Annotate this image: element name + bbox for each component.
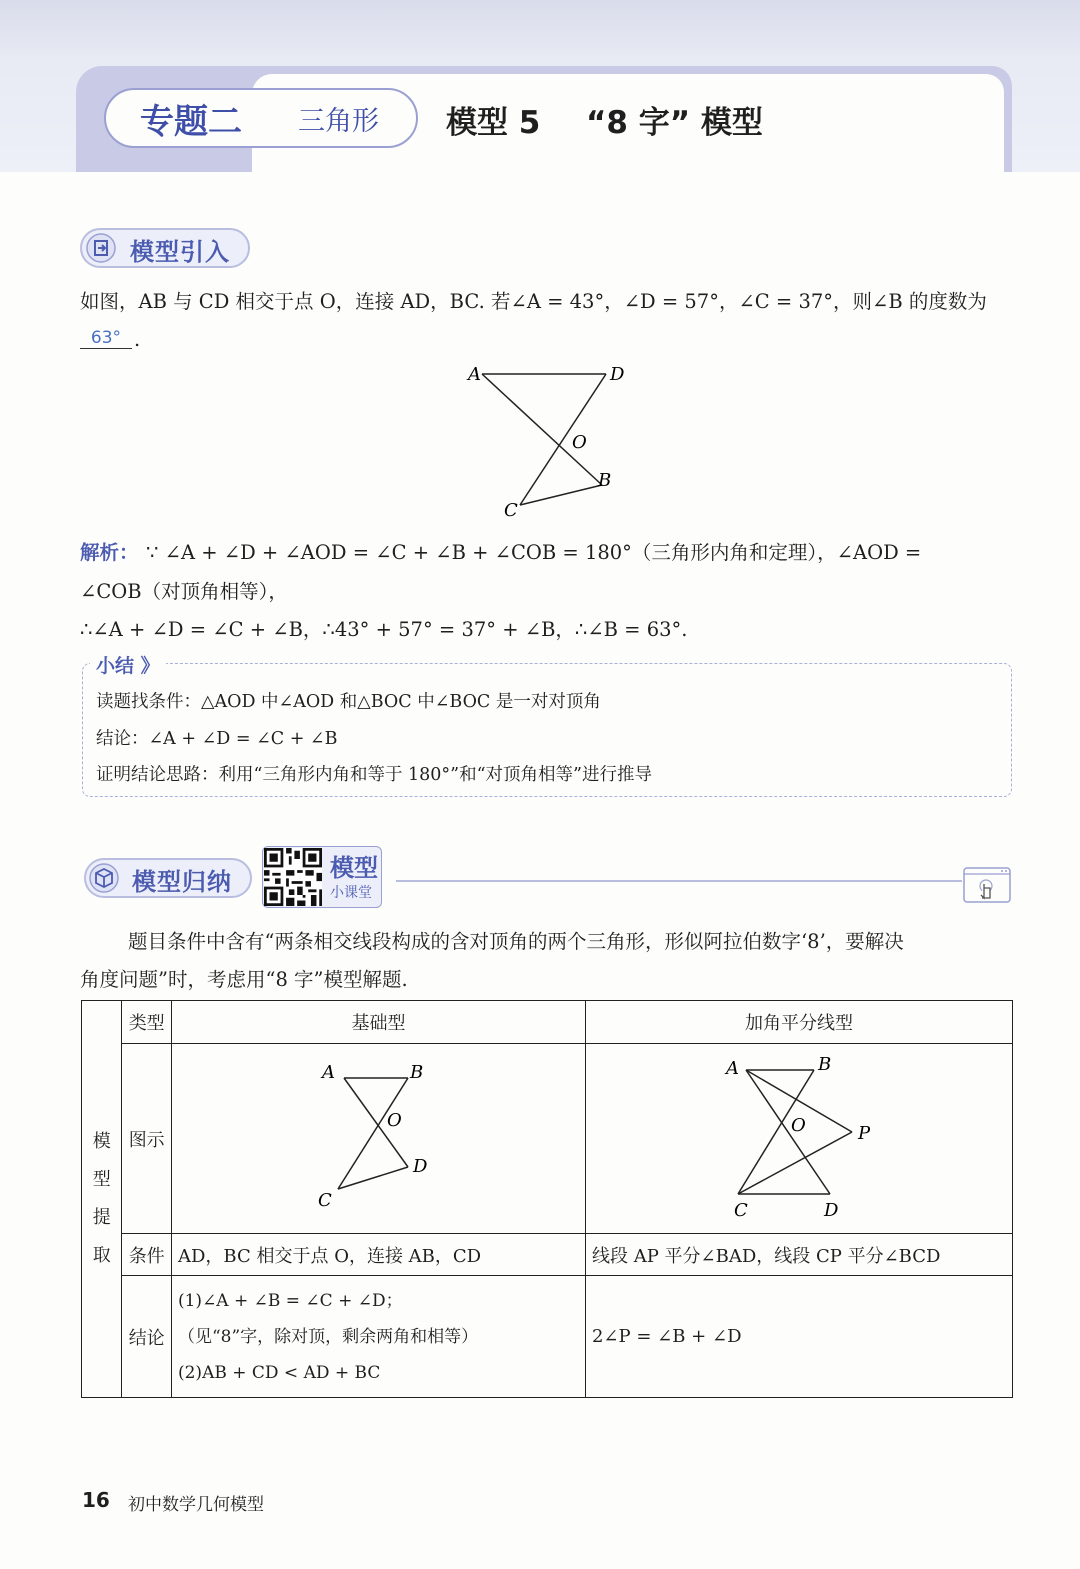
label-B: B (598, 470, 612, 491)
label-D: D (412, 1156, 428, 1177)
section-rule (396, 880, 962, 882)
label-C: C (504, 500, 518, 521)
label-A: A (321, 1062, 335, 1083)
induction-badge-label: 模型归纳 (132, 868, 232, 896)
summary-line: 结论：∠A + ∠D = ∠C + ∠B (96, 729, 338, 749)
label-D: D (823, 1200, 839, 1221)
cube-icon (89, 863, 119, 893)
label-C: C (733, 1200, 748, 1221)
solution-line2: ∠COB（对顶角相等）， (80, 580, 288, 603)
col-basic: 基础型 (171, 1001, 585, 1044)
side-char: 提 (92, 1207, 111, 1228)
subtopic-label: 三角形 (298, 106, 379, 137)
model-title: “8 字” 模型 (586, 105, 763, 141)
question-text: 如图，AB 与 CD 相交于点 O，连接 AD，BC. 若∠A = 43°，∠D = 57°，∠C = 37°，则∠B 的度数为 (80, 290, 987, 313)
row-condition-label: 条件 (122, 1234, 172, 1276)
side-char: 取 (92, 1245, 111, 1266)
model-table (81, 1000, 1013, 1398)
summary-label: 小结 》 (90, 651, 166, 678)
answer-blank: 63° (80, 328, 132, 349)
page-number: 16 (82, 1488, 110, 1512)
topic-label: 专题二 (140, 102, 242, 142)
answer-period: . (134, 328, 141, 351)
label-B: B (409, 1062, 424, 1083)
side-char: 模 (92, 1131, 111, 1152)
induction-line1: 题目条件中含有“两条相交线段构成的含对顶角的两个三角形，形似阿拉伯数字‘8’，要解决 (128, 930, 904, 953)
touch-screen-icon (962, 864, 1012, 910)
label-D: D (610, 364, 625, 385)
conclusion-line: (1)∠A + ∠B = ∠C + ∠D； (177, 1290, 403, 1311)
intro-badge-label: 模型引入 (130, 238, 230, 266)
qr-subtitle: 小课堂 (330, 885, 372, 901)
qr-title: 模型 (330, 854, 378, 882)
solution-line3: ∴∠A + ∠D = ∠C + ∠B，∴43° + 57° = 37° + ∠B，∴∠B = 63°. (80, 618, 688, 641)
label-O: O (790, 1115, 806, 1136)
conclusion-line: (2)AB + CD < AD + BC (177, 1362, 381, 1383)
row-conclusion-label: 结论 (122, 1276, 172, 1398)
bisector-figure (586, 1044, 1012, 1228)
label-C: C (317, 1190, 332, 1211)
label-B: B (817, 1054, 832, 1075)
intro-figure (460, 358, 640, 523)
side-char: 型 (92, 1169, 111, 1190)
label-A: A (725, 1058, 739, 1079)
qr-code-icon[interactable] (264, 848, 322, 906)
label-P: P (857, 1123, 871, 1144)
summary-line: 证明结论思路：利用“三角形内角和等于 180°”和“对顶角相等”进行推导 (96, 765, 652, 785)
basic-conclusion (171, 1276, 585, 1398)
conclusion-line: （见“8”字，除对顶，剩余两角和相等） (177, 1326, 479, 1347)
label-O: O (386, 1110, 402, 1131)
basic-figure-cell (171, 1044, 585, 1234)
solution-label: 解析： (80, 541, 139, 564)
model-number: 模型 5 (446, 105, 541, 141)
book-title: 初中数学几何模型 (128, 1495, 264, 1515)
label-A: A (468, 364, 481, 385)
bisector-conclusion: 2∠P = ∠B + ∠D (585, 1276, 1012, 1398)
basic-condition: AD，BC 相交于点 O，连接 AB，CD (171, 1234, 585, 1276)
row-figure-label: 图示 (122, 1044, 172, 1234)
col-bisector: 加角平分线型 (585, 1001, 1012, 1044)
col-type: 类型 (122, 1001, 172, 1044)
solution-line1: ∵ ∠A + ∠D + ∠AOD = ∠C + ∠B + ∠COB = 180°（三角形内角和定理），∠AOD = (146, 541, 922, 564)
side-label-cell (82, 1001, 122, 1398)
summary-line: 读题找条件：△AOD 中∠AOD 和△BOC 中∠BOC 是一对对顶角 (96, 692, 601, 712)
bisector-figure-cell (585, 1044, 1012, 1234)
document-icon (86, 233, 116, 263)
induction-line2: 角度问题”时，考虑用“8 字”模型解题. (80, 968, 408, 991)
basic-figure (172, 1044, 585, 1228)
label-O: O (572, 432, 587, 453)
bisector-condition: 线段 AP 平分∠BAD，线段 CP 平分∠BCD (585, 1234, 1012, 1276)
